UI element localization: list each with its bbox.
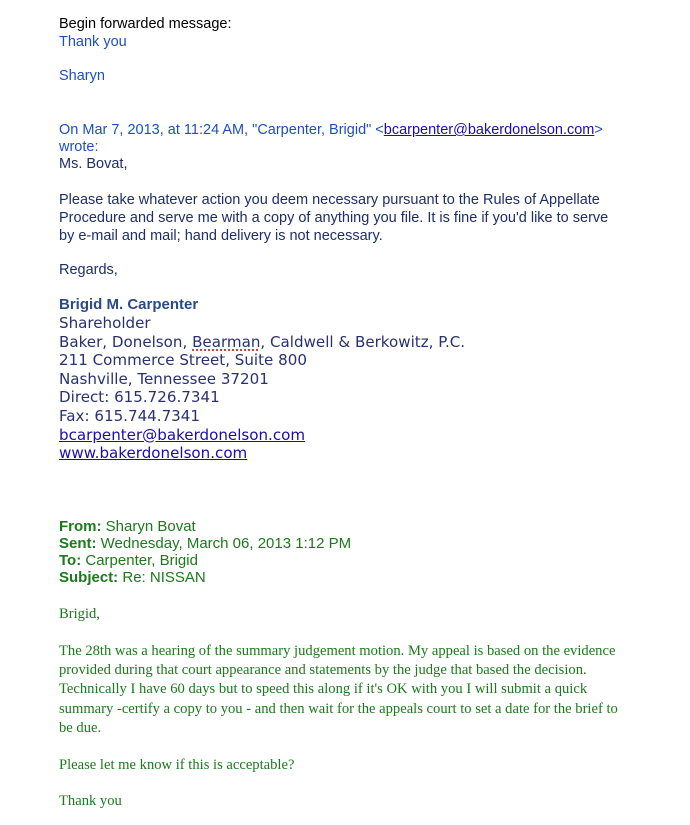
spellcheck-flagged-word[interactable]: Bearman (192, 332, 261, 351)
attribution-wrote: wrote: (59, 139, 99, 155)
subject-value: Re: NISSAN (118, 569, 206, 586)
body-line: summary -certify a copy to you - and then wait for the appeals court to set a date for the brief to (59, 700, 618, 717)
brigid-body-paragraph (59, 191, 608, 245)
attribution-prefix: On Mar 7, 2013, at 11:24 AM, "Carpenter, Brigid" < (59, 122, 384, 138)
attribution-email-link[interactable]: bcarpenter@bakerdonelson.com (383, 122, 595, 138)
quote-attribution-line (59, 121, 603, 139)
original-closing: Thank you (59, 793, 122, 809)
sent-value: Wednesday, March 06, 2013 1:12 PM (96, 535, 352, 552)
reply-name: Sharyn (59, 68, 105, 84)
original-question: Please let me know if this is acceptable? (59, 757, 295, 773)
from-value: Sharyn Bovat (101, 518, 196, 535)
from-label: From: (59, 518, 102, 535)
signature-fax: Fax: 615.744.7341 (59, 406, 200, 425)
original-body-paragraph (59, 642, 618, 738)
body-line: Technically I have 60 days but to speed this along if it's OK with you I will submit a quick (59, 681, 588, 698)
signature-name: Brigid M. Carpenter (59, 296, 199, 313)
signature-direct-phone: Direct: 615.726.7341 (59, 388, 220, 407)
signature-block (59, 314, 465, 463)
header-from (59, 518, 351, 535)
closing: Regards, (59, 262, 118, 278)
to-value: Carpenter, Brigid (81, 552, 198, 569)
signature-address-line1: 211 Commerce Street, Suite 800 (59, 351, 307, 370)
original-message-header (59, 518, 351, 586)
firm-suffix: , Caldwell & Berkowitz, P.C. (260, 332, 466, 351)
body-line: be due. (59, 719, 102, 736)
subject-label: Subject: (59, 569, 119, 586)
original-greeting: Brigid, (59, 606, 100, 622)
firm-prefix: Baker, Donelson, (59, 332, 193, 351)
header-sent (59, 535, 351, 552)
forward-header: Begin forwarded message: (59, 16, 232, 32)
sent-label: Sent: (59, 535, 97, 552)
header-subject (59, 569, 351, 586)
attribution-suffix: > (594, 122, 603, 138)
signature-email-link[interactable]: bcarpenter@bakerdonelson.com (59, 425, 306, 444)
body-line: by e-mail and mail; hand delivery is not necessary. (59, 228, 383, 244)
salutation: Ms. Bovat, (59, 156, 128, 172)
body-line: Please take whatever action you deem necessary pursuant to the Rules of Appellate (59, 192, 600, 208)
to-label: To: (59, 552, 82, 569)
body-line: The 28th was a hearing of the summary judgement motion. My appeal is based on the evidence (59, 643, 616, 659)
header-to (59, 552, 351, 569)
signature-website-link[interactable]: www.bakerdonelson.com (59, 444, 248, 463)
reply-thanks: Thank you (59, 34, 127, 50)
body-line: provided during that court appearance and statements by the judge that based the decision. (59, 662, 587, 679)
body-line: Procedure and serve me with a copy of anything you file. It is fine if you'd like to serve (59, 210, 609, 226)
signature-address-line2: Nashville, Tennessee 37201 (59, 369, 269, 388)
signature-firm (59, 333, 465, 352)
signature-title: Shareholder (59, 314, 151, 332)
